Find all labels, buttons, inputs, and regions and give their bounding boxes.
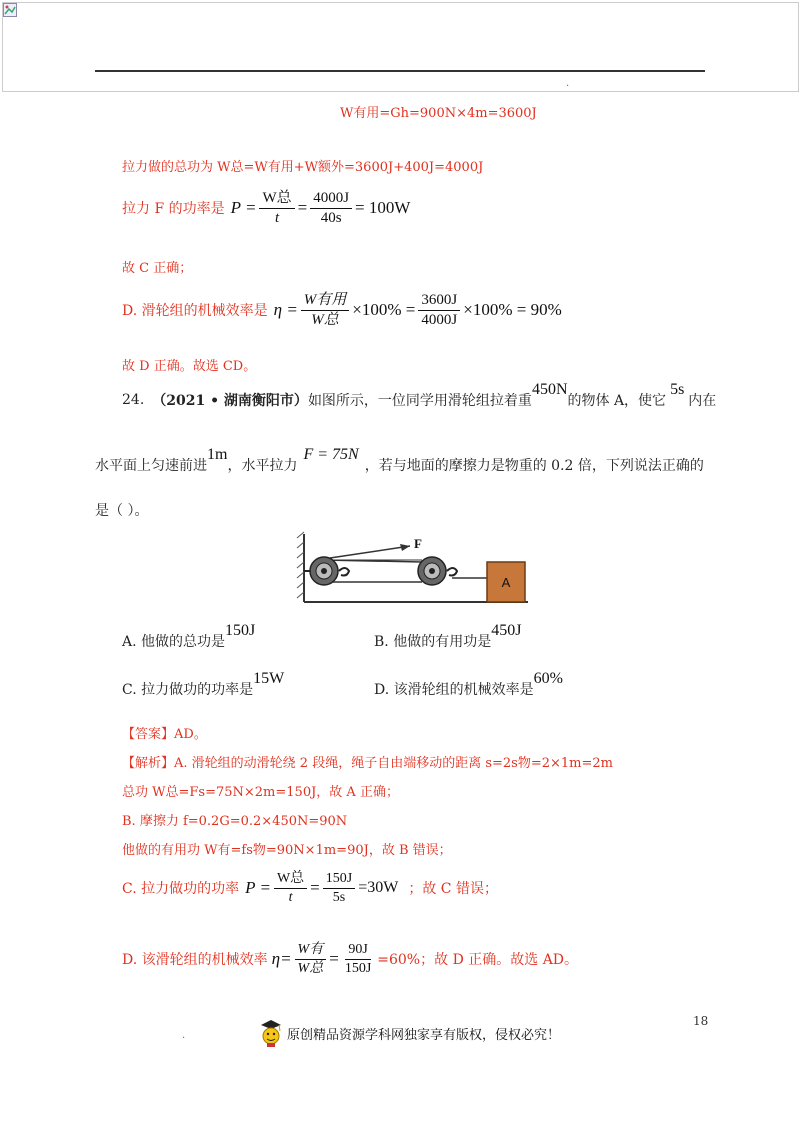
option-b[interactable]: B. 他做的有用功是 450J — [374, 622, 522, 650]
option-b-value: 450J — [491, 622, 522, 639]
line-useful-work: W有用=Gh=900N×4m=3600J — [340, 106, 537, 121]
line-power: 拉力 F 的功率是 P = $\frac{\text{W总}}{t}$ = $\frac{4000J}{40s}$ = 100W — [122, 190, 411, 226]
option-d[interactable]: D. 该滑轮组的机械效率是 60% — [374, 670, 563, 698]
line-d-correct: 故 D 正确。故选 CD。 — [122, 359, 257, 374]
force-label: F — [414, 536, 422, 551]
option-a[interactable]: A. 他做的总功是 150J — [122, 622, 256, 650]
question-text-6: ，若与地面的摩擦力是物重的 0.2 倍，下列说法正确的 — [364, 458, 704, 474]
option-d-value: 60% — [533, 670, 563, 687]
question-text-1: 如图所示，一位同学用滑轮组拉着重 — [307, 393, 532, 409]
answer-text: AD。 — [174, 727, 207, 742]
efficiency-rhs: ×100% = 90% — [463, 300, 562, 319]
question-source: （2021 • 湖南衡阳市） — [152, 393, 308, 409]
question-text-5: ，水平拉力 — [227, 458, 298, 474]
option-c[interactable]: C. 拉力做功的功率是 15W — [122, 670, 285, 698]
pulley-diagram — [292, 530, 532, 610]
force-rope — [330, 546, 410, 558]
question-text-2: 的物体 A，使它 — [567, 393, 667, 409]
analysis-line-1: 【解析】A. 滑轮组的动滑轮绕 2 段绳，绳子自由端移动的距离 s=2s物=2×1m=2m — [122, 756, 613, 771]
answer-tag: 【答案】 — [122, 727, 175, 742]
page-number: 18 — [693, 1014, 709, 1028]
line-c-correct: 故 C 正确； — [122, 261, 193, 276]
analysis-line-3: B. 摩擦力 f=0.2G=0.2×450N=90N — [122, 814, 348, 829]
analysis-line-c: C. 拉力做功的功率 P = $\frac{\text{W总}}{t}$ = $\frac{150J}{5s}$ =30W ；故 C 错误； — [122, 871, 498, 905]
footer-dot: . — [182, 1030, 186, 1041]
option-c-value: 15W — [253, 670, 285, 687]
value-5s: 5s — [670, 381, 685, 398]
power-rhs: = 100W — [355, 198, 411, 217]
power-lhs: P = — [230, 198, 257, 217]
mascot-icon — [258, 1018, 284, 1048]
efficiency-fraction-2: $\frac{3600J}{4000J}$ — [418, 292, 460, 328]
efficiency-prefix: D. 滑轮组的机械效率是 — [122, 303, 268, 319]
power-fraction-1: $\frac{\text{W总}}{t}$ — [259, 190, 294, 226]
header-rule — [95, 70, 705, 72]
efficiency-mid: ×100% = — [352, 300, 416, 319]
analysis-line-4: 他做的有用功 W有=fs物=90N×1m=90J，故 B 错误； — [122, 843, 452, 858]
value-450N: 450N — [531, 381, 568, 398]
question-line-2 — [95, 445, 704, 485]
efficiency-fraction-1: $\frac{\text{W有用}}{\text{W总}}$ — [301, 292, 350, 328]
question-line-3: 是（ ）。 — [95, 503, 149, 519]
question-text-4: 水平面上匀速前进 — [95, 458, 207, 474]
header-dot: . — [566, 78, 570, 89]
question-line-1 — [122, 380, 716, 420]
footer-copyright: 原创精品资源学科网独家享有版权，侵权必究！ — [258, 1018, 560, 1048]
value-1m: 1m — [207, 446, 228, 463]
analysis-line-2: 总功 W总=Fs=75N×2m=150J，故 A 正确； — [122, 785, 399, 800]
option-a-value: 150J — [225, 622, 256, 639]
analysis-c-fraction-2: $\frac{150J}{5s}$ — [323, 871, 355, 905]
header-frame — [2, 2, 799, 92]
analysis-d-fraction-2: $\frac{90J}{150J}$ — [344, 942, 372, 976]
analysis-tag: 【解析】 — [122, 756, 175, 771]
block-label: A — [501, 575, 511, 590]
power-fraction-2: $\frac{4000J}{40s}$ — [310, 190, 352, 226]
answer-line — [122, 723, 207, 742]
efficiency-eta: η = — [273, 300, 298, 319]
power-prefix: 拉力 F 的功率是 — [122, 201, 225, 217]
value-F: F = 75N — [303, 446, 359, 463]
analysis-c-fraction-1: $\frac{\text{W总}}{t}$ — [274, 871, 307, 905]
line-total-work: 拉力做的总功为 W总=W有用+W额外=3600J+400J=4000J — [122, 160, 484, 175]
question-number: 24. — [122, 392, 145, 408]
line-efficiency — [122, 285, 562, 335]
question-text-3: 内在 — [688, 393, 717, 409]
broken-image-icon — [3, 3, 17, 17]
force-arrow — [400, 544, 410, 551]
analysis-line-d: D. 该滑轮组的机械效率 η= $\frac{\text{W有}}{\text{W总}}$ = $\frac{90J}{150J}$ =60%；故 D 正确。故选 AD。 — [122, 942, 579, 976]
analysis-d-fraction-1: $\frac{\text{W有}}{\text{W总}}$ — [295, 942, 327, 976]
